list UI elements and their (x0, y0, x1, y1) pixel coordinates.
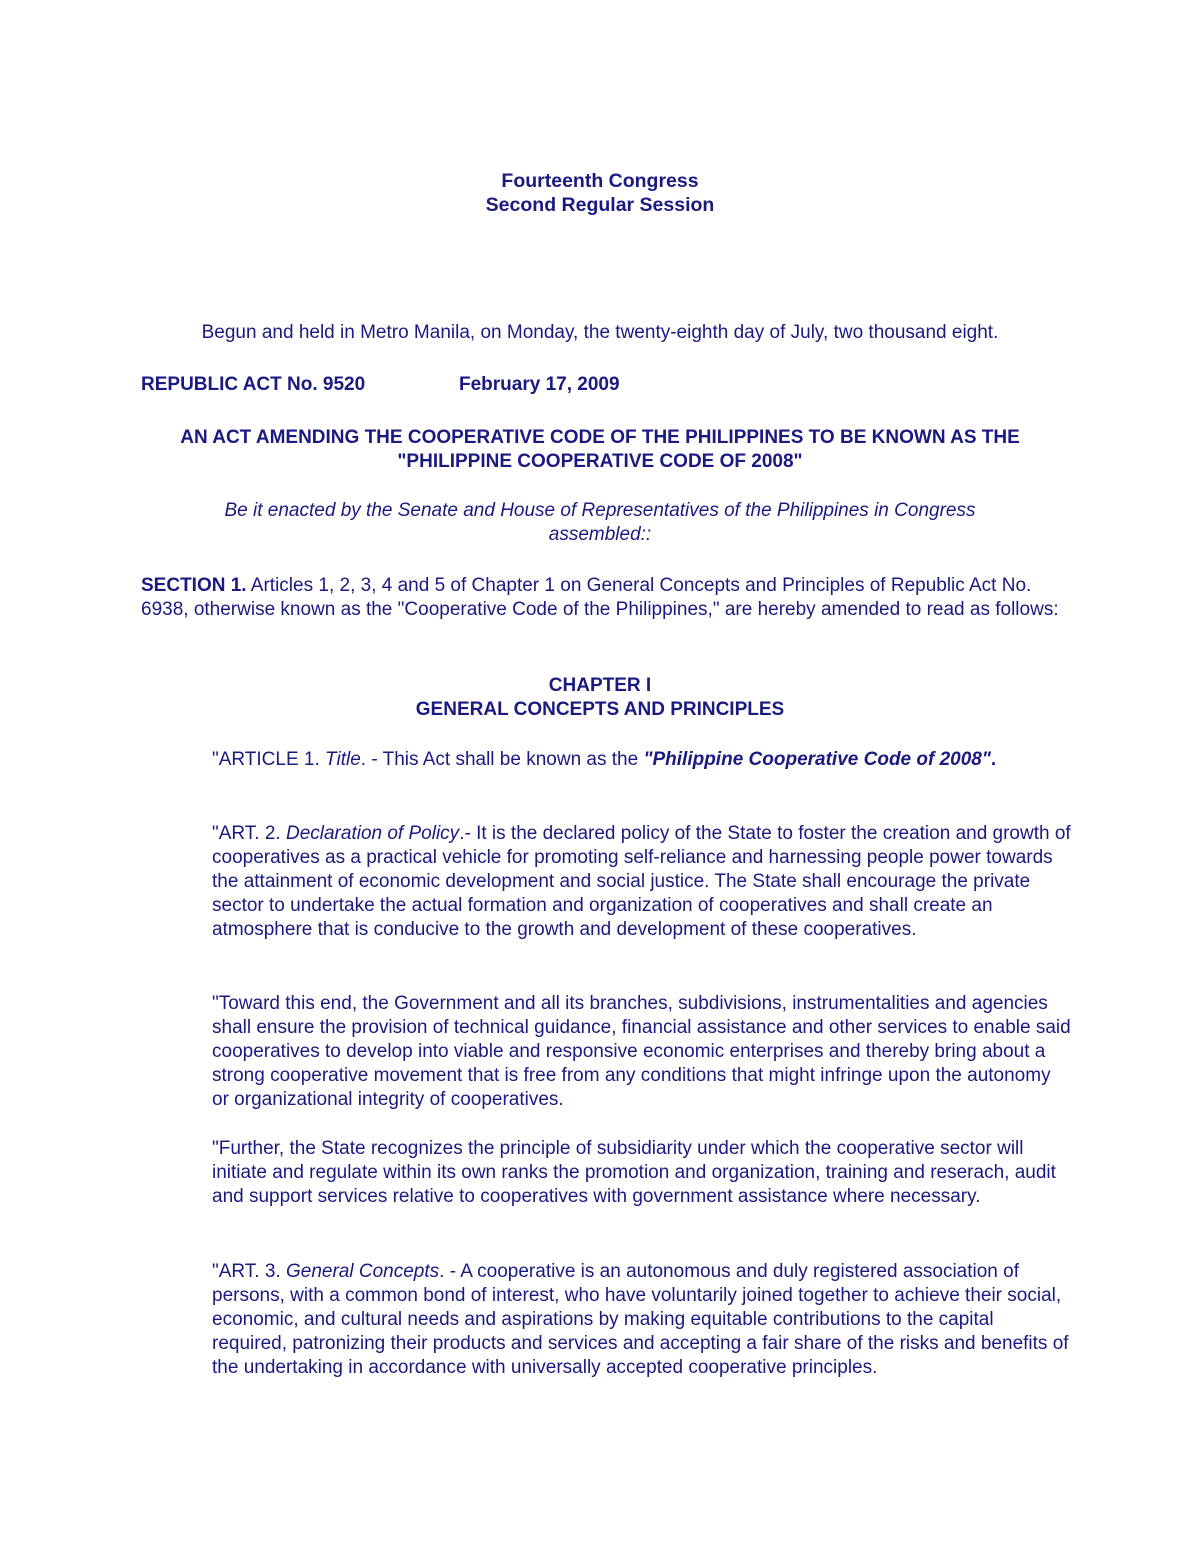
session-name: Second Regular Session (485, 194, 715, 216)
article-1-paragraph (212, 748, 1032, 772)
begun-line: Begun and held in Metro Manila, on Monday, the twenty-eighth day of July, two thousand eight. (201, 322, 999, 343)
act-title-line1: AN ACT AMENDING THE COOPERATIVE CODE OF THE PHILIPPINES TO BE KNOWN AS THE (180, 427, 1020, 448)
act-title-line2: "PHILIPPINE COOPERATIVE CODE OF 2008" (397, 451, 803, 472)
congress-header (0, 169, 1200, 217)
further-paragraph: "Further, the State recognizes the principle of subsidiarity under which the cooperative sector will initiate and regulate within its own ranks the promotion and organization, training and reserach, audit and support services relative to cooperatives with government assistance where necessary. (212, 1138, 1056, 1207)
article-1-end: . (990, 749, 997, 770)
article-2-paragraph (212, 822, 1072, 942)
enacting-clause (0, 499, 1200, 547)
republic-act-date: February 17, 2009 (459, 374, 620, 395)
article-3-paragraph (212, 1260, 1072, 1380)
article-3-prefix: "ART. 3. (212, 1261, 286, 1282)
chapter-title: GENERAL CONCEPTS AND PRINCIPLES (415, 699, 785, 720)
article-1-prefix: "ARTICLE 1. (212, 749, 326, 770)
section-1-label: SECTION 1. (141, 575, 247, 596)
section-1-text: Articles 1, 2, 3, 4 and 5 of Chapter 1 on General Concepts and Principles of Republic Act No. 6938, otherwise known as the "Cooperative Code of the Philippines," are hereby amended to read as follows: (141, 575, 1059, 620)
republic-act-number: REPUBLIC ACT No. 9520 (141, 374, 366, 395)
toward-paragraph: "Toward this end, the Government and all its branches, subdivisions, instrumentalities and agencies shall ensure the provision of technical guidance, financial assistance and other services to enable said cooperatives to develop into viable and responsive economic enterprises and thereby bring about a strong cooperative movement that is free from any conditions that might infringe upon the autonomy or organizational integrity of cooperatives. (212, 993, 1071, 1110)
article-3-heading: General Concepts (285, 1261, 440, 1282)
act-title (0, 426, 1200, 474)
section-1-paragraph (141, 574, 1071, 622)
article-1-mid: . - This Act shall be known as the (360, 749, 644, 770)
enacting-clause-line1: Be it enacted by the Senate and House of Representatives of the Philippines in Congress (224, 500, 976, 521)
article-1-heading: Title (325, 749, 361, 770)
article-1-code-name: "Philippine Cooperative Code of 2008" (643, 749, 991, 770)
article-3-text: . - A cooperative is an autonomous and duly registered association of persons, with a common bond of interest, who have voluntarily joined together to achieve their social, economic, and cultural needs and aspirations by making equitable contributions to the capital required, patronizing their products and services and accepting a fair share of the risks and benefits of the undertaking in accordance with universally accepted cooperative principles. (212, 1261, 1069, 1378)
article-2-heading: Declaration of Policy (285, 823, 460, 844)
article-2-prefix: "ART. 2. (212, 823, 286, 844)
congress-name: Fourteenth Congress (501, 170, 699, 192)
chapter-number: CHAPTER I (548, 675, 652, 696)
chapter-heading (0, 674, 1200, 722)
article-2-text: .- It is the declared policy of the State to foster the creation and growth of cooperatives as a practical vehicle for promoting self-reliance and harnessing people power towards the attainment of economic development and social justice. The State shall encourage the private sector to undertake the actual formation and organization of cooperatives and shall create an atmosphere that is conducive to the growth and development of these cooperatives. (212, 823, 1071, 940)
enacting-clause-line2: assembled:: (548, 524, 652, 545)
